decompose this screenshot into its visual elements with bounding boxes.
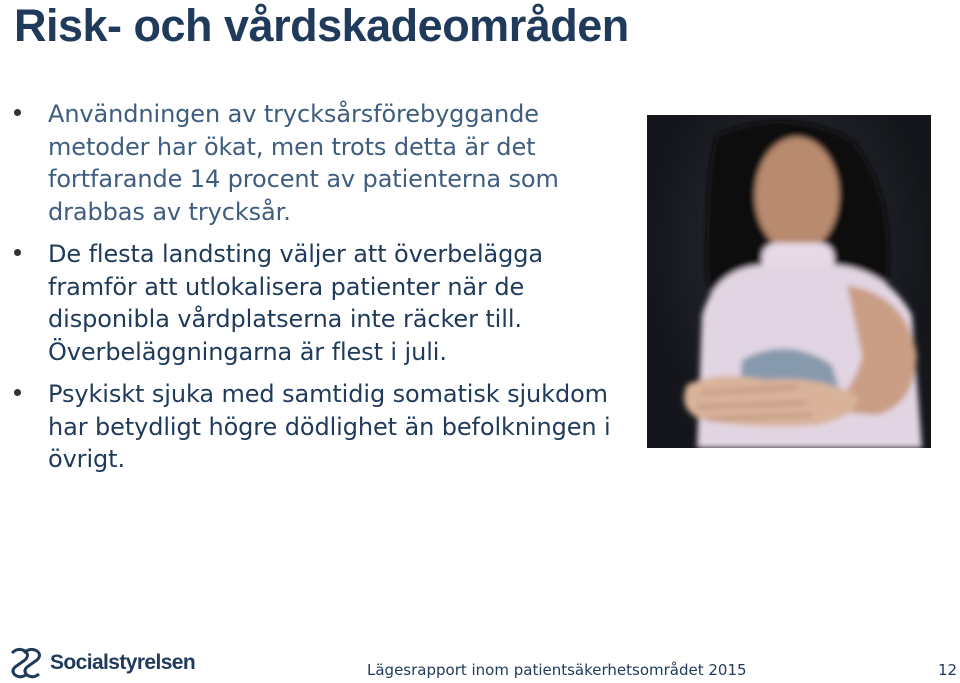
bullet-text: Psykiskt sjuka med samtidig somatisk sjukdom har betydligt högre dödlighet än befolkningen i övrigt. (48, 380, 611, 473)
socialstyrelsen-logo (8, 645, 196, 679)
bullet-item (14, 98, 614, 228)
bullet-item (14, 238, 614, 368)
bullet-text: De flesta landsting väljer att överbelägga framför att utlokalisera patienter när de disponibla vårdplatserna inte räcker till. Överbeläggningarna är flest i juli. (48, 240, 544, 366)
bullet-dot-icon (14, 249, 21, 256)
page-number: 12 (938, 661, 958, 679)
footer-report-title: Lägesrapport inom patientsäkerhetsområdet 2015 (367, 661, 747, 679)
woman-photo-illustration (647, 115, 931, 448)
logo-mark-icon (8, 645, 44, 679)
bullet-list (14, 98, 614, 486)
bullet-item (14, 378, 614, 476)
logo-text: Socialstyrelsen (50, 651, 196, 674)
bullet-text: Användningen av trycksårsförebyggande metoder har ökat, men trots detta är det fortfarande 14 procent av patienterna som drabbas av trycksår. (48, 100, 559, 226)
slide-title: Risk- och vårdskadeområden (14, 0, 629, 51)
bullet-dot-icon (14, 109, 21, 116)
woman-photo (647, 115, 931, 448)
bullet-dot-icon (14, 389, 21, 396)
